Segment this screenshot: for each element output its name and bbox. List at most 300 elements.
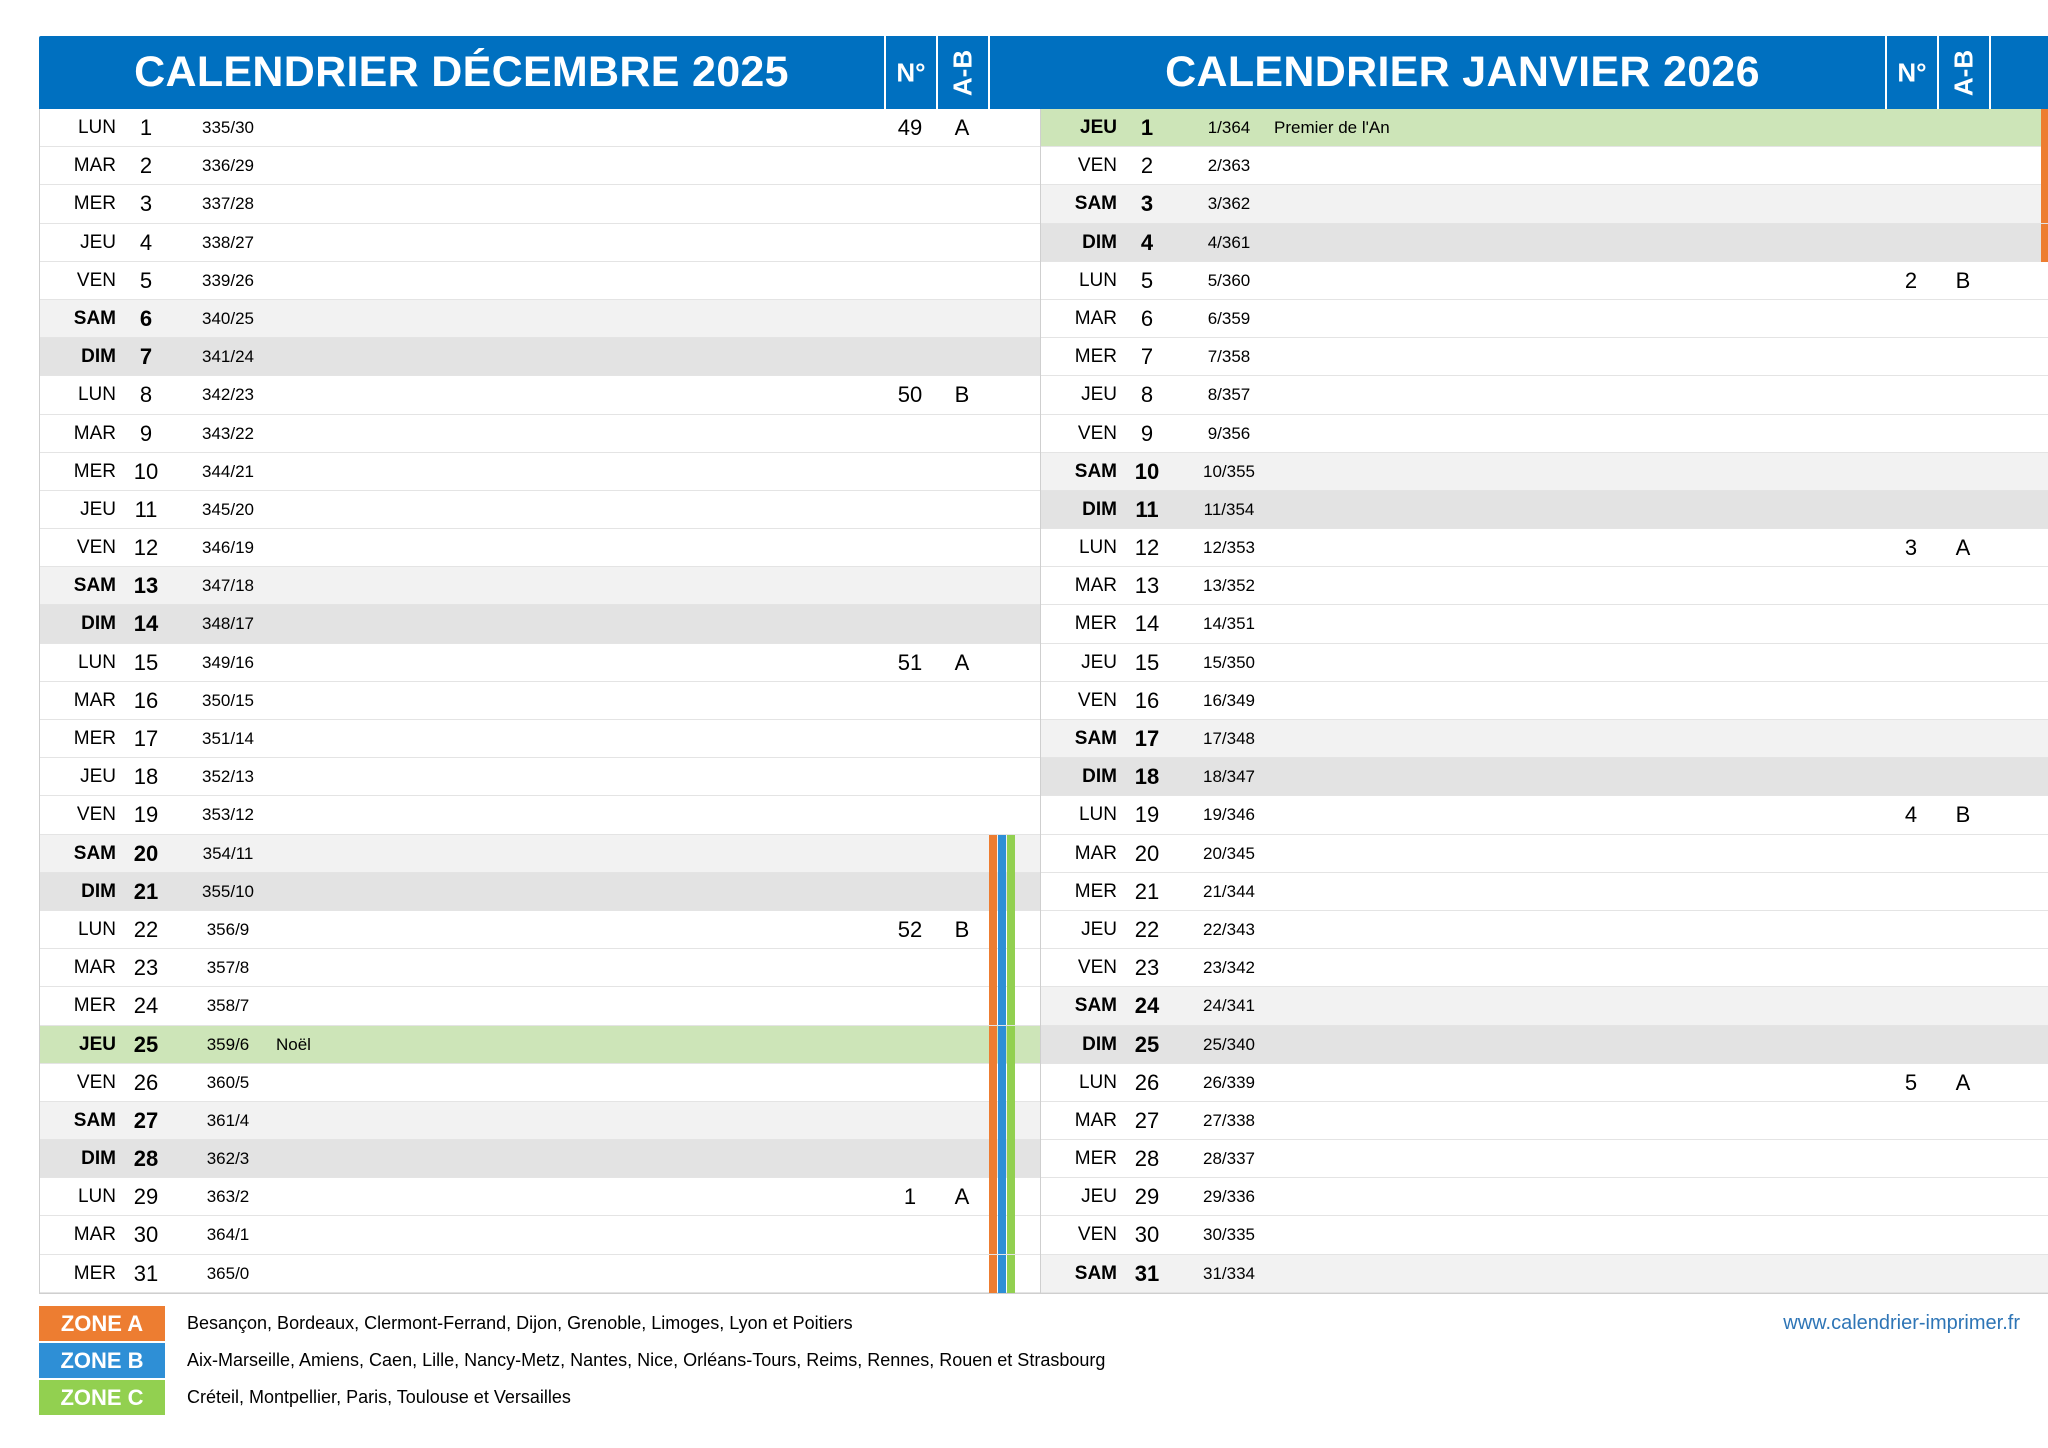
- day-of-year: 21/344: [1203, 881, 1255, 901]
- day-of-week: DIM: [81, 613, 116, 635]
- ab-week: [1938, 1255, 1988, 1293]
- day-of-week: VEN: [76, 804, 116, 826]
- day-of-week: MER: [73, 193, 116, 215]
- week-number: [1886, 758, 1936, 796]
- ab-week-header-label: A-B: [1948, 49, 1979, 96]
- calendar-day-row: [40, 109, 1055, 147]
- day-of-week: LUN: [77, 1186, 116, 1208]
- day-of-week: MAR: [1074, 1109, 1117, 1131]
- zone-a-marker: [989, 873, 997, 911]
- zone-a-marker: [989, 1140, 997, 1178]
- calendar-title: CALENDRIER DÉCEMBRE 2025: [134, 48, 789, 96]
- calendar-day-row: [40, 1140, 1055, 1178]
- calendar-day-row: [40, 682, 1055, 720]
- ab-week: [1938, 949, 1988, 987]
- zone-b-marker: [998, 873, 1006, 911]
- week-number-header: [884, 36, 936, 109]
- day-of-week: VEN: [76, 537, 116, 559]
- day-of-year: 23/342: [1203, 958, 1255, 978]
- zone-b-badge: ZONE B: [39, 1343, 165, 1378]
- day-of-week: MAR: [1074, 575, 1117, 597]
- zone-c-marker: [1007, 835, 1015, 873]
- day-of-week: LUN: [77, 384, 116, 406]
- week-number: 50: [897, 382, 923, 408]
- day-number: 30: [1134, 1222, 1160, 1248]
- ab-week: [1938, 720, 1988, 758]
- day-number: 18: [133, 764, 159, 790]
- ab-week: [1938, 491, 1988, 529]
- day-of-year: 341/24: [202, 347, 254, 367]
- day-number: 10: [1134, 458, 1160, 484]
- calendar-day-row: [40, 758, 1055, 796]
- day-of-year: 11/354: [1203, 499, 1255, 519]
- day-number: 25: [133, 1031, 159, 1057]
- week-number: [1886, 605, 1936, 643]
- day-number: 1: [1140, 115, 1154, 140]
- day-number: 14: [133, 611, 159, 637]
- ab-week-header: [936, 36, 988, 109]
- day-event: Noël: [276, 1034, 311, 1054]
- day-of-year: 6/359: [1207, 308, 1251, 328]
- calendar-day-row: [40, 300, 1055, 338]
- zone-c-marker: [1007, 1140, 1015, 1178]
- day-number: 9: [1140, 420, 1154, 446]
- calendar-day-row: [1041, 109, 2048, 147]
- calendar-body: [1040, 109, 2048, 1294]
- day-of-week: VEN: [1077, 957, 1117, 979]
- day-number: 5: [1140, 267, 1154, 293]
- ab-week: [1938, 1102, 1988, 1140]
- day-number: 2: [139, 153, 153, 179]
- day-number: 15: [133, 649, 159, 675]
- day-of-year: 363/2: [206, 1187, 250, 1207]
- zone-c-marker: [1007, 987, 1015, 1025]
- zone-header: [988, 36, 1020, 109]
- website-link[interactable]: www.calendrier-imprimer.fr: [1783, 1312, 2020, 1334]
- ab-week: [1938, 987, 1988, 1025]
- day-number: 29: [133, 1184, 159, 1210]
- zone-b-cities: Aix-Marseille, Amiens, Caen, Lille, Nancy-Metz, Nantes, Nice, Orléans-Tours, Reims, Rennes, Rouen et Strasbourg: [187, 1350, 1106, 1370]
- calendar-day-row: [40, 415, 1055, 453]
- school-holiday-zones: [989, 911, 1021, 949]
- week-number: [1886, 1255, 1936, 1293]
- day-number: 31: [133, 1260, 159, 1286]
- day-of-week: MAR: [73, 155, 116, 177]
- school-holiday-zones: [989, 1026, 1021, 1064]
- week-number: 51: [897, 649, 923, 675]
- ab-week: [1938, 605, 1988, 643]
- calendar-day-row: [1041, 949, 2048, 987]
- day-of-year: 8/357: [1207, 385, 1251, 405]
- calendar-day-row: [1041, 1178, 2048, 1216]
- day-of-year: 359/6: [206, 1034, 250, 1054]
- day-number: 11: [134, 496, 158, 522]
- ab-week: [1938, 1216, 1988, 1254]
- day-of-week: SAM: [73, 575, 116, 597]
- day-number: 2: [1140, 153, 1154, 179]
- calendar-day-row: [40, 224, 1055, 262]
- calendar-day-row: [1041, 1026, 2048, 1064]
- day-number: 3: [139, 191, 153, 217]
- day-of-year: 345/20: [202, 499, 254, 519]
- ab-week: B: [1955, 802, 1971, 828]
- calendar-day-row: [1041, 453, 2048, 491]
- week-number: 52: [897, 916, 923, 942]
- calendar-day-row: [1041, 224, 2048, 262]
- ab-week: [937, 453, 987, 491]
- day-number: 28: [1134, 1146, 1160, 1172]
- day-of-year: 14/351: [1203, 614, 1255, 634]
- week-number-header-label: N°: [1897, 57, 1927, 87]
- day-of-week: VEN: [76, 269, 116, 291]
- calendar-day-row: [1041, 1064, 2048, 1102]
- ab-week: [1938, 147, 1988, 185]
- day-of-year: 25/340: [1203, 1034, 1255, 1054]
- day-of-year: 357/8: [206, 958, 250, 978]
- ab-week: [1938, 376, 1988, 414]
- day-of-week: LUN: [77, 651, 116, 673]
- week-number: [1886, 949, 1936, 987]
- week-number: [1886, 1026, 1936, 1064]
- calendar-day-row: [40, 720, 1055, 758]
- calendar-day-row: [40, 491, 1055, 529]
- day-of-week: JEU: [1081, 651, 1117, 673]
- day-of-year: 20/345: [1203, 843, 1255, 863]
- day-number: 5: [139, 267, 153, 293]
- day-of-year: 340/25: [202, 308, 254, 328]
- week-number: [885, 835, 935, 873]
- day-of-week: MER: [1074, 346, 1117, 368]
- day-of-year: 7/358: [1207, 347, 1251, 367]
- ab-week: [1938, 338, 1988, 376]
- day-of-year: 358/7: [206, 996, 250, 1016]
- day-of-year: 19/346: [1203, 805, 1255, 825]
- day-number: 6: [139, 305, 153, 331]
- day-number: 15: [1134, 649, 1160, 675]
- week-number: 1: [903, 1184, 917, 1210]
- day-of-year: 1/364: [1207, 118, 1251, 137]
- day-of-year: 30/335: [1203, 1225, 1255, 1245]
- day-of-week: DIM: [1082, 498, 1117, 520]
- day-number: 4: [1140, 229, 1154, 255]
- week-number: [1886, 682, 1936, 720]
- day-number: 8: [139, 382, 153, 408]
- zone-c-marker: [1007, 1178, 1015, 1216]
- calendar-day-row: [1041, 911, 2048, 949]
- ab-week: [937, 1102, 987, 1140]
- week-number: [1886, 835, 1936, 873]
- zone-b-marker: [998, 1216, 1006, 1254]
- school-holiday-zones: [989, 949, 1021, 987]
- zone-c-marker: [1007, 1026, 1015, 1064]
- calendar-day-row: [1041, 185, 2048, 223]
- calendar-day-row: [1041, 567, 2048, 605]
- day-of-week: VEN: [76, 1071, 116, 1093]
- week-number: [885, 453, 935, 491]
- day-of-year: 346/19: [202, 538, 254, 558]
- day-of-year: 350/15: [202, 690, 254, 710]
- calendar-day-row: [40, 529, 1055, 567]
- day-of-year: 353/12: [202, 805, 254, 825]
- week-number: [1886, 376, 1936, 414]
- day-of-week: MAR: [73, 422, 116, 444]
- day-of-year: 10/355: [1203, 461, 1255, 481]
- calendar-january-2026: [1040, 36, 2048, 1294]
- calendar-header: [39, 36, 1056, 109]
- ab-week: [1938, 224, 1988, 262]
- week-number: [885, 605, 935, 643]
- week-number: [885, 720, 935, 758]
- school-holiday-zones: [989, 835, 1021, 873]
- zone-b-marker: [998, 987, 1006, 1025]
- school-holiday-zones: [989, 873, 1021, 911]
- ab-week: [937, 262, 987, 300]
- day-of-week: LUN: [77, 918, 116, 940]
- week-number: [1886, 1178, 1936, 1216]
- ab-week: [1938, 415, 1988, 453]
- ab-week: [1938, 567, 1988, 605]
- day-number: 29: [1134, 1184, 1160, 1210]
- day-number: 4: [139, 229, 153, 255]
- ab-week: [1938, 682, 1988, 720]
- day-number: 19: [1134, 802, 1160, 828]
- day-number: 24: [1134, 993, 1160, 1019]
- school-holiday-zones: [2041, 109, 2048, 147]
- ab-week: [937, 529, 987, 567]
- week-number: [885, 796, 935, 834]
- day-of-week: SAM: [1074, 460, 1117, 482]
- day-of-year: 3/362: [1207, 194, 1251, 214]
- ab-week: [937, 605, 987, 643]
- week-number: [885, 1102, 935, 1140]
- ab-week: A: [954, 1184, 970, 1210]
- zone-a-marker: [989, 1178, 997, 1216]
- zone-c-badge: ZONE C: [39, 1380, 165, 1415]
- day-of-year: 2/363: [1207, 156, 1251, 176]
- day-of-year: 26/339: [1203, 1072, 1255, 1092]
- zone-c-marker: [1007, 1255, 1015, 1293]
- day-number: 3: [1140, 191, 1154, 217]
- day-number: 26: [133, 1069, 159, 1095]
- ab-week-header: [1937, 36, 1989, 109]
- week-number: [885, 873, 935, 911]
- week-number: [1886, 644, 1936, 682]
- day-number: 12: [1134, 535, 1160, 561]
- zone-a-marker: [989, 1064, 997, 1102]
- day-of-year: 4/361: [1207, 232, 1251, 252]
- calendar-day-row: [1041, 758, 2048, 796]
- calendar-day-row: [40, 185, 1055, 223]
- day-number: 13: [1134, 573, 1160, 599]
- day-of-week: SAM: [1074, 1262, 1117, 1284]
- day-number: 9: [139, 420, 153, 446]
- calendar-title: CALENDRIER JANVIER 2026: [1165, 48, 1760, 96]
- day-number: 16: [1134, 687, 1160, 713]
- day-of-week: MER: [73, 728, 116, 749]
- zone-a-marker: [2041, 224, 2048, 262]
- day-of-week: LUN: [1078, 804, 1117, 826]
- day-of-year: 5/360: [1207, 270, 1251, 290]
- calendar-day-row: [40, 1255, 1055, 1293]
- school-holiday-zones: [2041, 185, 2048, 223]
- week-number: [885, 415, 935, 453]
- zone-b-marker: [998, 835, 1006, 873]
- ab-week: [937, 300, 987, 338]
- day-number: 8: [1140, 382, 1154, 408]
- zone-a-marker: [2041, 185, 2048, 223]
- day-of-year: 351/14: [202, 729, 254, 748]
- ab-week: B: [1955, 267, 1971, 293]
- day-of-year: 31/334: [1203, 1263, 1255, 1283]
- ab-week: [1938, 911, 1988, 949]
- calendar-day-row: [1041, 147, 2048, 185]
- week-number: [1886, 300, 1936, 338]
- ab-week: B: [954, 382, 970, 408]
- week-number: [1886, 1216, 1936, 1254]
- calendar-day-row: [40, 835, 1055, 873]
- day-of-week: DIM: [1082, 766, 1117, 788]
- week-number: [885, 224, 935, 262]
- day-of-year: 354/11: [202, 843, 254, 863]
- zone-a-marker: [2041, 109, 2048, 147]
- day-number: 20: [1134, 840, 1160, 866]
- day-of-week: JEU: [80, 498, 116, 520]
- day-number: 22: [133, 916, 159, 942]
- week-number: [1886, 415, 1936, 453]
- zone-b-marker: [998, 949, 1006, 987]
- day-of-year: 364/1: [206, 1225, 250, 1245]
- calendar-day-row: [1041, 644, 2048, 682]
- week-number: [1886, 1140, 1936, 1178]
- school-holiday-zones: [2041, 147, 2048, 185]
- ab-week: [937, 1140, 987, 1178]
- day-number: 21: [133, 878, 159, 904]
- calendar-day-row: [40, 873, 1055, 911]
- zone-a-marker: [989, 1255, 997, 1293]
- day-of-year: 360/5: [206, 1072, 250, 1092]
- day-number: 21: [1134, 878, 1160, 904]
- zone-a-marker: [989, 949, 997, 987]
- day-of-week: MAR: [73, 1224, 116, 1246]
- day-of-year: 365/0: [206, 1263, 250, 1283]
- week-number: [1886, 147, 1936, 185]
- day-of-week: JEU: [80, 766, 116, 788]
- ab-week: [1938, 300, 1988, 338]
- week-number: [885, 682, 935, 720]
- calendar-day-row: [40, 376, 1055, 414]
- zone-header: [1989, 36, 2021, 109]
- calendar-december-2025: [39, 36, 1056, 1294]
- zone-b-marker: [998, 1102, 1006, 1140]
- ab-week: [1938, 758, 1988, 796]
- day-of-week: LUN: [77, 117, 116, 138]
- day-of-year: 342/23: [202, 385, 254, 405]
- day-number: 24: [133, 993, 159, 1019]
- day-number: 10: [133, 458, 159, 484]
- day-of-week: JEU: [80, 231, 116, 253]
- week-number: [1886, 873, 1936, 911]
- zone-a-marker: [989, 1102, 997, 1140]
- day-number: 17: [1134, 726, 1160, 751]
- week-number: 49: [897, 115, 923, 140]
- day-of-week: JEU: [1081, 918, 1117, 940]
- day-of-year: 336/29: [202, 156, 254, 176]
- day-of-week: LUN: [1078, 269, 1117, 291]
- school-holiday-zones: [989, 1064, 1021, 1102]
- day-of-week: JEU: [1081, 1186, 1117, 1208]
- calendar-day-row: [40, 949, 1055, 987]
- week-number-header-label: N°: [896, 57, 926, 87]
- day-number: 19: [133, 802, 159, 828]
- day-of-week: DIM: [81, 1148, 116, 1170]
- zone-a-marker: [989, 835, 997, 873]
- day-event: Premier de l'An: [1274, 118, 1390, 137]
- week-number: [885, 300, 935, 338]
- ab-week: [1938, 1026, 1988, 1064]
- calendar-day-row: [1041, 1102, 2048, 1140]
- day-of-week: MAR: [73, 689, 116, 711]
- zone-c-marker: [1007, 1216, 1015, 1254]
- week-number: [885, 491, 935, 529]
- calendar-day-row: [1041, 1216, 2048, 1254]
- day-number: 22: [1134, 916, 1160, 942]
- day-of-week: SAM: [73, 842, 116, 864]
- day-of-year: 17/348: [1203, 729, 1255, 748]
- ab-week: [937, 682, 987, 720]
- week-number: [885, 262, 935, 300]
- day-of-year: 16/349: [1203, 690, 1255, 710]
- day-of-week: MAR: [1074, 842, 1117, 864]
- zone-c-marker: [1007, 1064, 1015, 1102]
- day-number: 30: [133, 1222, 159, 1248]
- week-number: [1886, 911, 1936, 949]
- day-of-week: VEN: [1077, 1224, 1117, 1246]
- week-number: [885, 987, 935, 1025]
- school-holiday-zones: [989, 1255, 1021, 1293]
- ab-week: [1938, 644, 1988, 682]
- day-of-year: 362/3: [206, 1149, 250, 1169]
- day-number: 23: [1134, 955, 1160, 981]
- week-number: [1886, 567, 1936, 605]
- day-of-week: DIM: [81, 880, 116, 902]
- day-number: 6: [1140, 305, 1154, 331]
- day-number: 27: [133, 1107, 159, 1133]
- week-number: [885, 338, 935, 376]
- zone-b-marker: [998, 911, 1006, 949]
- calendar-day-row: [40, 338, 1055, 376]
- day-of-year: 337/28: [202, 194, 254, 214]
- day-number: 11: [1135, 496, 1159, 522]
- ab-week: [937, 1255, 987, 1293]
- ab-week: A: [954, 649, 970, 675]
- school-holiday-zones: [989, 1216, 1021, 1254]
- day-number: 13: [133, 573, 159, 599]
- day-number: 17: [133, 726, 159, 751]
- calendar-day-row: [1041, 796, 2048, 834]
- week-number: [1886, 338, 1936, 376]
- day-of-year: 347/18: [202, 576, 254, 596]
- day-of-week: VEN: [1077, 422, 1117, 444]
- ab-week-header-label: A-B: [947, 49, 978, 96]
- day-number: 31: [1134, 1260, 1160, 1286]
- week-number: [1886, 987, 1936, 1025]
- ab-week: [1938, 835, 1988, 873]
- calendar-day-row: [40, 911, 1055, 949]
- day-number: 23: [133, 955, 159, 981]
- calendar-day-row: [40, 644, 1055, 682]
- ab-week: [937, 987, 987, 1025]
- day-number: 7: [139, 344, 153, 370]
